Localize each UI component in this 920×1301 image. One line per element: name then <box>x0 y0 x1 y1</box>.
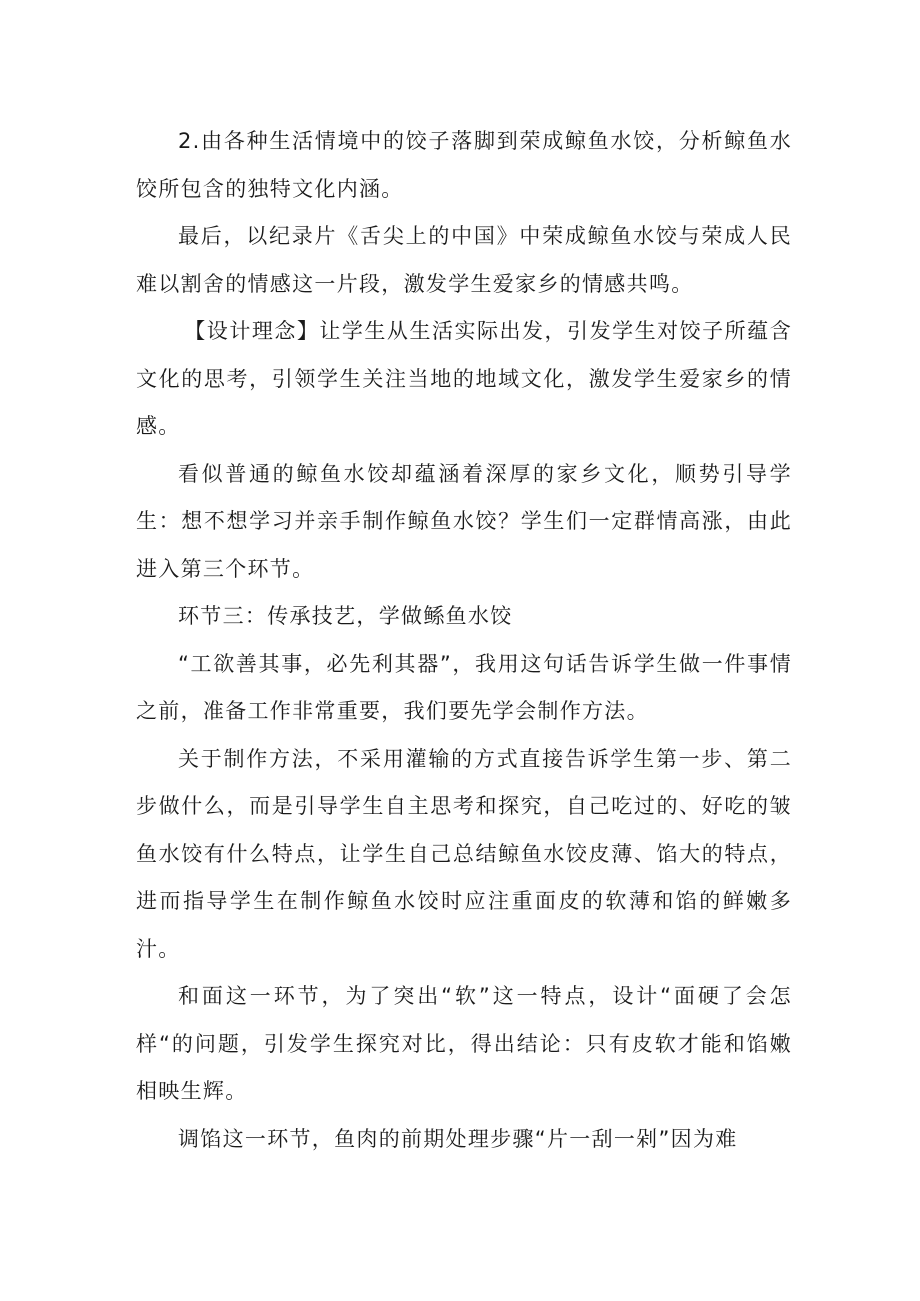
paragraph-kneading-dough: 和面这一环节，为了突出“软”这一特点，设计“面硬了会怎样“的问题，引发学生探究对比，得出结论：只有皮软才能和馅嫩相映生辉。 <box>136 984 792 1103</box>
paragraph-proverb-preparation: “工欲善其事，必先利其器”，我用这句话告诉学生做一件事情之前，准备工作非常重要，我们要先学会制作方法。 <box>136 651 792 723</box>
paragraph-making-method: 关于制作方法，不采用灌输的方式直接告诉学生第一步、第二步做什么，而是引导学生自主思考和探究，自己吃过的、好吃的皱鱼水饺有什么特点，让学生自己总结鲸鱼水饺皮薄、馅大的特点，进而指导学生在制作鲸鱼水饺时应注重面皮的软薄和馅的鲜嫩多汁。 <box>136 746 792 961</box>
paragraph-dumpling-culture-analysis: 2.由各种生活情境中的饺子落脚到荣成鲸鱼水饺，分析鲸鱼水饺所包含的独特文化内涵。 <box>136 129 792 201</box>
section-heading-step-three: 环节三：传承技艺，学做鲧鱼水饺 <box>178 604 513 628</box>
paragraph-design-concept: 【设计理念】让学生从生活实际出发，引发学生对饺子所蕴含文化的思考，引领学生关注当地的地域文化，激发学生爱家乡的情感。 <box>136 319 792 438</box>
paragraph-preparing-filling: 调馅这一环节，鱼肉的前期处理步骤“片一刮一剁”因为难 <box>178 1126 738 1151</box>
document-body <box>136 118 792 1163</box>
paragraph-transition-to-step-three: 看似普通的鲸鱼水饺却蕴涵着深厚的家乡文化，顺势引导学生：想不想学习并亲手制作鲸鱼水饺？学生们一定群情高涨，由此进入第三个环节。 <box>136 461 792 581</box>
paragraph-documentary-clip: 最后，以纪录片《舌尖上的中国》中荣成鲸鱼水饺与荣成人民难以割舍的情感这一片段，激发学生爱家乡的情感共鸣。 <box>136 224 792 296</box>
